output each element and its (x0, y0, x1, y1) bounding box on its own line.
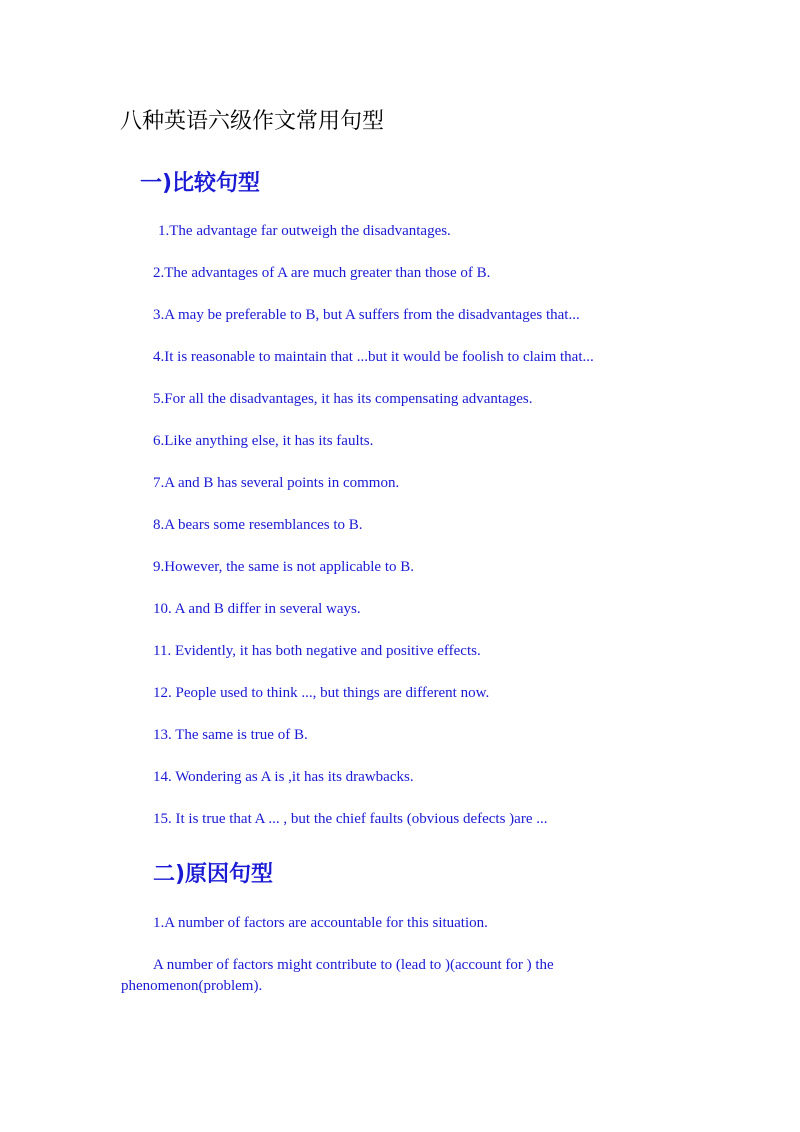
sentence-pattern-line: 1.A number of factors are accountable for this situation. (153, 915, 488, 931)
sentence-pattern-line: 12. People used to think ..., but things are different now. (153, 685, 490, 701)
sentence-pattern-line: 9.However, the same is not applicable to B. (153, 559, 414, 575)
sentence-pattern-line: 2.The advantages of A are much greater than those of B. (153, 265, 491, 281)
sentence-pattern-line: 7.A and B has several points in common. (153, 475, 400, 491)
sentence-pattern-line: 5.For all the disadvantages, it has its compensating advantages. (153, 391, 533, 407)
sentence-pattern-line: 10. A and B differ in several ways. (153, 601, 361, 617)
sentence-pattern-line: 8.A bears some resemblances to B. (153, 517, 363, 533)
sentence-pattern-line: 11. Evidently, it has both negative and positive effects. (153, 643, 481, 659)
sentence-pattern-line: 3.A may be preferable to B, but A suffers from the disadvantages that... (153, 307, 580, 323)
sentence-pattern-line: 1.The advantage far outweigh the disadvantages. (158, 223, 451, 239)
sentence-pattern-line: 4.It is reasonable to maintain that ...but it would be foolish to claim that... (153, 349, 594, 365)
sentence-pattern-line: 14. Wondering as A is ,it has its drawbacks. (153, 769, 414, 785)
page-title: 八种英语六级作文常用句型 (120, 109, 385, 134)
section-heading-cause: 二)原因句型 (153, 862, 274, 887)
sentence-pattern-line: 13. The same is true of B. (153, 727, 308, 743)
section-heading-comparison: 一)比较句型 (140, 171, 261, 196)
sentence-pattern-line: 6.Like anything else, it has its faults. (153, 433, 374, 449)
sentence-pattern-paragraph: A number of factors might contribute to (lead to )(account for ) the phenomenon(problem). (121, 957, 554, 994)
sentence-pattern-line: 15. It is true that A ... , but the chief faults (obvious defects )are ... (153, 811, 548, 827)
